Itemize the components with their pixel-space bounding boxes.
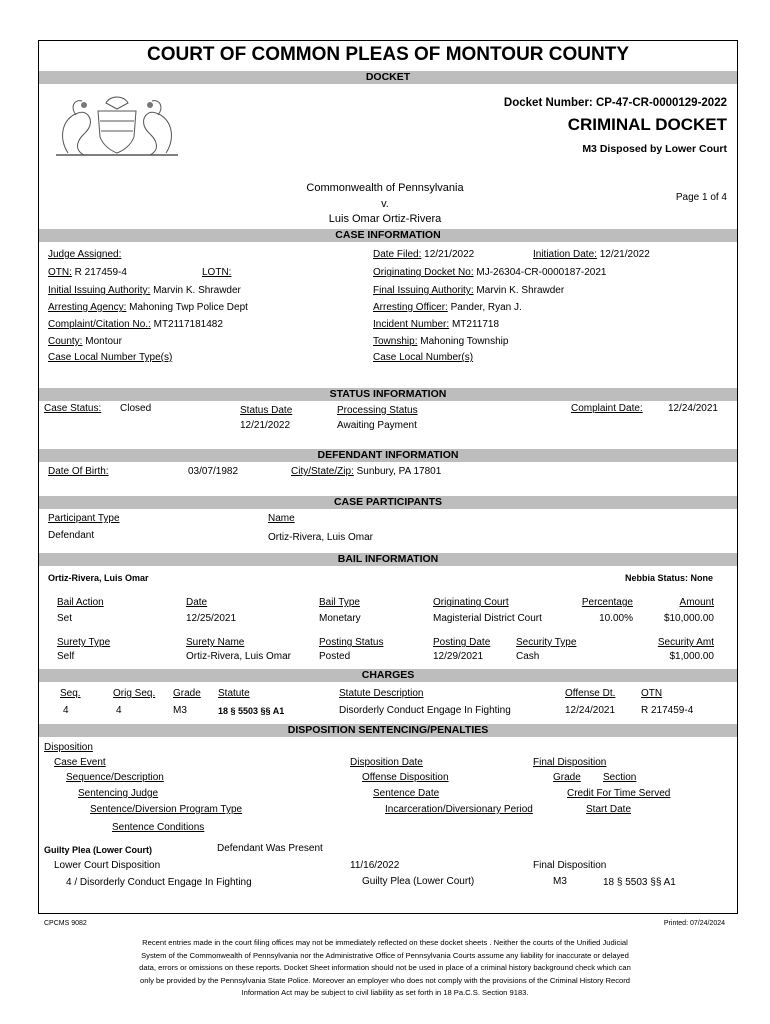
case-status-label: Case Status: xyxy=(44,403,102,414)
disclaimer-line-5: Information Act may be subject to civil liability as set forth in 18 Pa.C.S. Section 9183. xyxy=(241,988,529,998)
status-date-label: Status Date xyxy=(240,405,293,416)
disposed-status: M3 Disposed by Lower Court xyxy=(582,143,727,155)
participant-type-value: Defendant xyxy=(48,530,95,541)
docket-number: Docket Number: CP-47-CR-0000129-2022 xyxy=(503,97,727,109)
defendant-information-bar: DEFENDANT INFORMATION xyxy=(39,449,737,462)
bail-type-header: Bail Type xyxy=(319,597,360,608)
sentence-date-header: Sentence Date xyxy=(373,788,440,799)
otn-header: OTN xyxy=(641,688,663,699)
case-information-bar: CASE INFORMATION xyxy=(39,229,737,242)
date-filed: Date Filed: 12/21/2022 xyxy=(373,249,475,260)
credit-time-served-header: Credit For Time Served xyxy=(567,788,671,799)
township: Township: Mahoning Township xyxy=(373,336,509,347)
status-date-value: 12/21/2022 xyxy=(240,420,291,431)
status-information-bar: STATUS INFORMATION xyxy=(39,388,737,401)
disposition-grade-header: Grade xyxy=(553,772,581,783)
bail-action-value: Set xyxy=(57,613,73,624)
disposition-item-offense: Guilty Plea (Lower Court) xyxy=(362,876,475,887)
disposition-date-header: Disposition Date xyxy=(350,757,423,768)
form-id: CPCMS 9082 xyxy=(44,920,87,927)
statute-description-header: Statute Description xyxy=(339,688,424,699)
disclaimer-line-2: System of the Commonwealth of Pennsylvania nor the Administrative Office of Pennsylvania Courts assume any liability for inaccurate or delayed xyxy=(141,950,629,960)
disclaimer-line-1: Recent entries made in the court filing offices may not be immediately reflected on these docket sheets . Neither the courts of the Unified Judicial xyxy=(142,938,628,947)
incident-number: Incident Number: MT211718 xyxy=(373,319,500,330)
bail-date-value: 12/25/2021 xyxy=(186,613,237,624)
security-amt-header: Security Amt xyxy=(657,637,714,648)
docket-bar: DOCKET xyxy=(39,71,737,84)
amount-header: Amount xyxy=(679,597,714,608)
otn-row: OTN: R 217459-4 xyxy=(48,267,127,278)
surety-type-value: Self xyxy=(57,651,75,662)
final-disposition-label: Final Disposition xyxy=(533,860,607,871)
city-state-zip: City/State/Zip: Sunbury, PA 17801 xyxy=(291,466,442,477)
page-number: Page 1 of 4 xyxy=(675,192,727,203)
case-local-numbers-label: Case Local Number(s) xyxy=(373,352,474,363)
defendant-present: Defendant Was Present xyxy=(217,843,323,854)
case-event-header: Case Event xyxy=(54,757,106,768)
offense-disposition-header: Offense Disposition xyxy=(362,772,449,783)
orig-seq-header: Orig Seq. xyxy=(113,688,156,699)
posting-date-value: 12/29/2021 xyxy=(433,651,484,662)
disclaimer-line-4: only be provided by the Pennsylvania State Police. Moreover an employer who does not comply with the provisions of the Criminal History Record xyxy=(139,975,631,985)
complaint-date-value: 12/24/2021 xyxy=(667,403,718,414)
start-date-header: Start Date xyxy=(586,804,632,815)
caption-line-2: v. xyxy=(381,198,389,210)
processing-status-value: Awaiting Payment xyxy=(337,420,417,431)
complaint-date-label: Complaint Date: xyxy=(571,403,643,414)
incarceration-header: Incarceration/Diversionary Period xyxy=(385,804,533,815)
disposition-section-header: Section xyxy=(603,772,637,783)
bail-type-value: Monetary xyxy=(319,613,361,624)
case-local-number-type-label: Case Local Number Type(s) xyxy=(48,352,173,363)
dob-value: 03/07/1982 xyxy=(188,466,239,477)
caption-line-3: Luis Omar Ortiz-Rivera xyxy=(328,213,442,225)
court-title: COURT OF COMMON PLEAS OF MONTOUR COUNTY xyxy=(146,44,630,65)
case-status-value: Closed xyxy=(120,403,152,414)
surety-type-header: Surety Type xyxy=(57,637,111,648)
initiation-date: Initiation Date: 12/21/2022 xyxy=(533,249,650,260)
participant-type-header: Participant Type xyxy=(48,513,120,524)
statute-value: 18 § 5503 §§ A1 xyxy=(218,706,285,716)
grade-value: M3 xyxy=(173,705,187,716)
security-type-header: Security Type xyxy=(516,637,577,648)
charges-bar: CHARGES xyxy=(39,669,737,682)
grade-header: Grade xyxy=(173,688,201,699)
statute-description-value: Disorderly Conduct Engage In Fighting xyxy=(339,705,511,716)
lower-court-disposition: Lower Court Disposition xyxy=(54,860,161,871)
judge-label: Judge Assigned: xyxy=(48,249,122,260)
bail-information-bar: BAIL INFORMATION xyxy=(39,553,737,566)
processing-status-label: Processing Status xyxy=(337,405,418,416)
lower-court-date: 11/16/2022 xyxy=(350,860,400,871)
nebbia-status: Nebbia Status: None xyxy=(624,573,713,583)
case-participants-bar: CASE PARTICIPANTS xyxy=(39,496,737,509)
posting-status-value: Posted xyxy=(319,651,351,662)
arresting-officer: Arresting Officer: Pander, Ryan J. xyxy=(373,302,522,313)
originating-court-value: Magisterial District Court xyxy=(433,613,542,624)
otn-value: R 217459-4 xyxy=(641,705,694,716)
posting-date-header: Posting Date xyxy=(433,637,491,648)
seq-value: 4 xyxy=(63,705,69,716)
disposition-header: Disposition xyxy=(44,742,93,753)
disclaimer-line-3: data, errors or omissions on these reports. Docket Sheet information should not be used in place of a criminal history background check which can xyxy=(139,963,631,973)
amount-value: $10,000.00 xyxy=(663,613,714,624)
sentence-conditions-header: Sentence Conditions xyxy=(112,822,205,833)
percentage-header: Percentage xyxy=(581,597,633,608)
disposition-item-grade: M3 xyxy=(553,876,567,887)
disclaimer xyxy=(90,937,680,1000)
sequence-description-header: Sequence/Description xyxy=(66,772,164,783)
county: County: Montour xyxy=(48,336,122,347)
offense-date-value: 12/24/2021 xyxy=(565,705,616,716)
surety-name-header: Surety Name xyxy=(186,637,245,648)
bail-date-header: Date xyxy=(186,597,208,608)
offense-date-header: Offense Dt. xyxy=(565,688,616,699)
disposition-item-section: 18 § 5503 §§ A1 xyxy=(603,877,676,888)
complaint-citation: Complaint/Citation No.: MT2117181482 xyxy=(48,319,223,330)
participant-name-value: Ortiz-Rivera, Luis Omar xyxy=(268,532,374,543)
surety-name-value: Ortiz-Rivera, Luis Omar xyxy=(186,651,292,662)
seq-header: Seq. xyxy=(60,688,81,699)
plea-event: Guilty Plea (Lower Court) xyxy=(44,845,153,855)
participant-name-header: Name xyxy=(268,513,295,524)
dob-label: Date Of Birth: xyxy=(48,466,109,477)
posting-status-header: Posting Status xyxy=(319,637,384,648)
final-disposition-header: Final Disposition xyxy=(533,757,607,768)
arresting-agency: Arresting Agency: Mahoning Twp Police Dept xyxy=(48,302,248,313)
originating-court-header: Originating Court xyxy=(433,597,509,608)
disposition-item-description: 4 / Disorderly Conduct Engage In Fighting xyxy=(66,877,252,888)
docket-type: CRIMINAL DOCKET xyxy=(567,115,727,134)
bail-action-header: Bail Action xyxy=(57,597,104,608)
percentage-value: 10.00% xyxy=(599,613,633,624)
sentencing-judge-header: Sentencing Judge xyxy=(78,788,159,799)
statute-header: Statute xyxy=(218,688,250,699)
security-type-value: Cash xyxy=(516,651,540,662)
security-amt-value: $1,000.00 xyxy=(669,651,714,662)
final-issuing-authority: Final Issuing Authority: Marvin K. Shrawder xyxy=(373,285,565,296)
pennsylvania-seal-icon xyxy=(48,93,186,159)
sentence-program-header: Sentence/Diversion Program Type xyxy=(90,804,243,815)
bail-person: Ortiz-Rivera, Luis Omar xyxy=(48,573,149,583)
orig-seq-value: 4 xyxy=(116,705,122,716)
disposition-bar: DISPOSITION SENTENCING/PENALTIES xyxy=(39,724,737,737)
caption-line-1: Commonwealth of Pennsylvania xyxy=(306,182,464,194)
printed-date: Printed: 07/24/2024 xyxy=(663,920,725,927)
lotn-label: LOTN: xyxy=(202,267,232,278)
initial-issuing-authority: Initial Issuing Authority: Marvin K. Shrawder xyxy=(48,285,241,296)
originating-docket: Originating Docket No: MJ-26304-CR-0000187-2021 xyxy=(373,267,607,278)
